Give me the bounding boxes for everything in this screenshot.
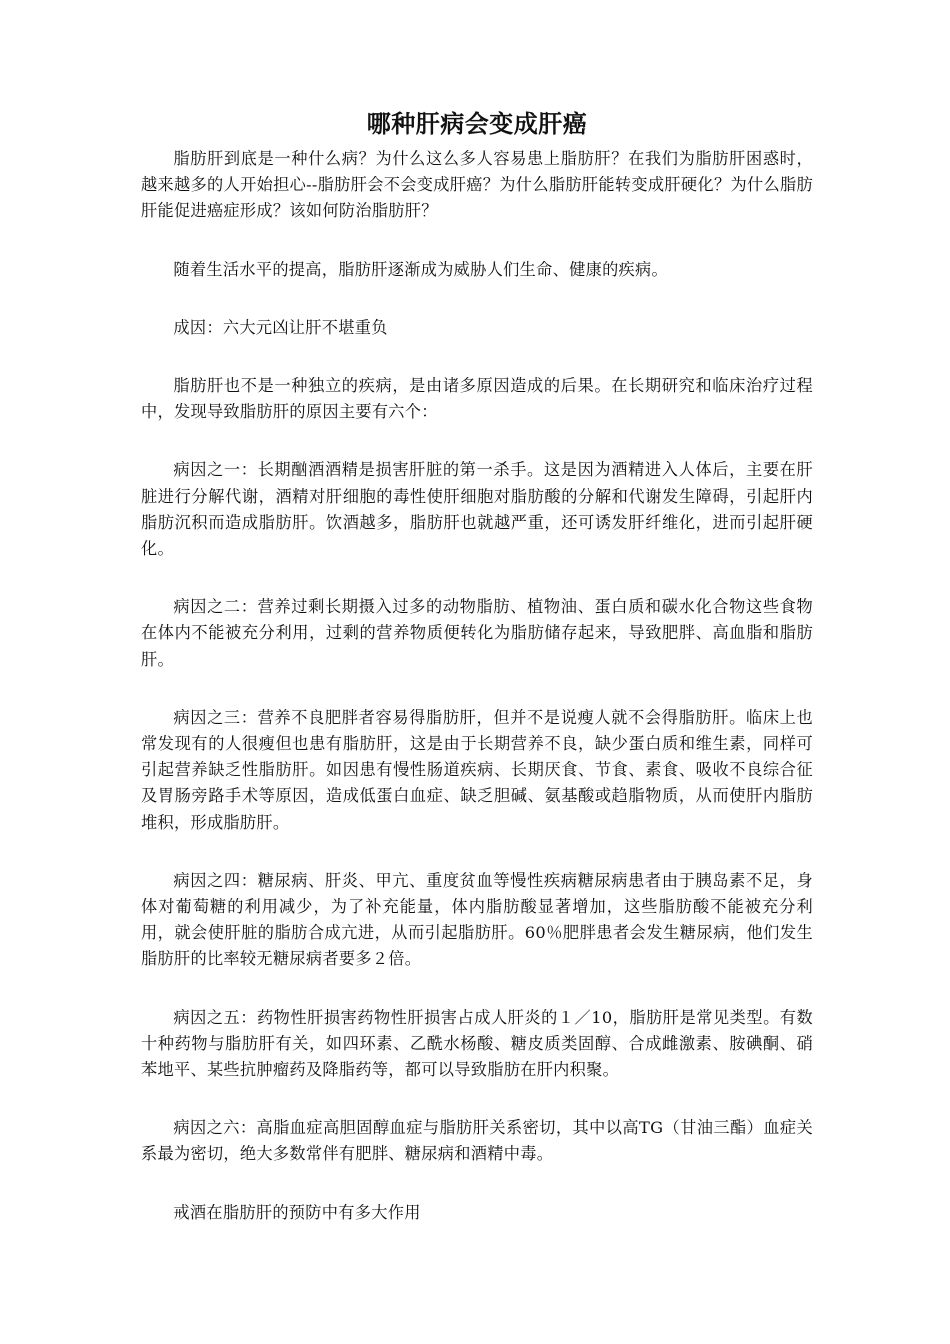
document-body bbox=[141, 106, 813, 1258]
document-title: 哪种肝病会变成肝癌 bbox=[366, 110, 588, 138]
paragraph-causes-heading: 成因：六大元凶让肝不堪重负 bbox=[173, 317, 388, 337]
paragraph-cause-5: 病因之五：药物性肝损害药物性肝损害占成人肝炎的１／10，脂肪肝是常见类型。有数十种药物与脂肪肝有关，如四环素、乙酰水杨酸、糖皮质类固醇、合成雌激素、胺碘酮、硝苯地平、某些抗肿瘤药及降脂药等，都可以导致脂肪在肝内积聚。 bbox=[141, 1007, 813, 1080]
paragraph-cause-6: 病因之六：高脂血症高胆固醇血症与脂肪肝关系密切，其中以高TG（甘油三酯）血症关系最为密切，绝大多数常伴有肥胖、糖尿病和酒精中毒。 bbox=[141, 1118, 813, 1164]
paragraph-causes-intro: 脂肪肝也不是一种独立的疾病，是由诸多原因造成的后果。在长期研究和临床治疗过程中，发现导致脂肪肝的原因主要有六个： bbox=[141, 376, 813, 422]
paragraph-cause-4: 病因之四：糖尿病、肝炎、甲亢、重度贫血等慢性疾病糖尿病患者由于胰岛素不足，身体对葡萄糖的利用减少，为了补充能量，体内脂肪酸显著增加，这些脂肪酸不能被充分利用，就会使肝脏的脂肪合成亢进，从而引起脂肪肝。60％肥胖患者会发生糖尿病，他们发生脂肪肝的比率较无糖尿病者要多２倍。 bbox=[141, 870, 813, 969]
paragraph-cause-2: 病因之二：营养过剩长期摄入过多的动物脂肪、植物油、蛋白质和碳水化合物这些食物在体内不能被充分利用，过剩的营养物质便转化为脂肪储存起来，导致肥胖、高血脂和脂肪肝。 bbox=[141, 597, 813, 669]
paragraph-cause-3: 病因之三：营养不良肥胖者容易得脂肪肝，但并不是说瘦人就不会得脂肪肝。临床上也常发现有的人很瘦但也患有脂肪肝，这是由于长期营养不良，缺少蛋白质和维生素，同样可引起营养缺乏性脂肪肝。如因患有慢性肠道疾病、长期厌食、节食、素食、吸收不良综合征及胃肠旁路手术等原因，造成低蛋白血症、缺乏胆碱、氨基酸或趋脂物质，从而使肝内脂肪堆积，形成脂肪肝。 bbox=[141, 707, 813, 832]
paragraph-quit-drinking: 戒酒在脂肪肝的预防中有多大作用 bbox=[173, 1202, 421, 1222]
paragraph-intro: 脂肪肝到底是一种什么病？为什么这么多人容易患上脂肪肝？在我们为脂肪肝困惑时，越来越多的人开始担心--脂肪肝会不会变成肝癌？为什么脂肪肝能转变成肝硬化？为什么脂肪肝能促进癌症形成？该如何防治脂肪肝？ bbox=[141, 149, 813, 221]
paragraph-cause-1: 病因之一：长期酗酒酒精是损害肝脏的第一杀手。这是因为酒精进入人体后，主要在肝脏进行分解代谢，酒精对肝细胞的毒性使肝细胞对脂肪酸的分解和代谢发生障碍，引起肝内脂肪沉积而造成脂肪肝。饮酒越多，脂肪肝也就越严重，还可诱发肝纤维化，进而引起肝硬化。 bbox=[141, 460, 813, 559]
paragraph-living-standard: 随着生活水平的提高，脂肪肝逐渐成为威胁人们生命、健康的疾病。 bbox=[173, 259, 669, 279]
